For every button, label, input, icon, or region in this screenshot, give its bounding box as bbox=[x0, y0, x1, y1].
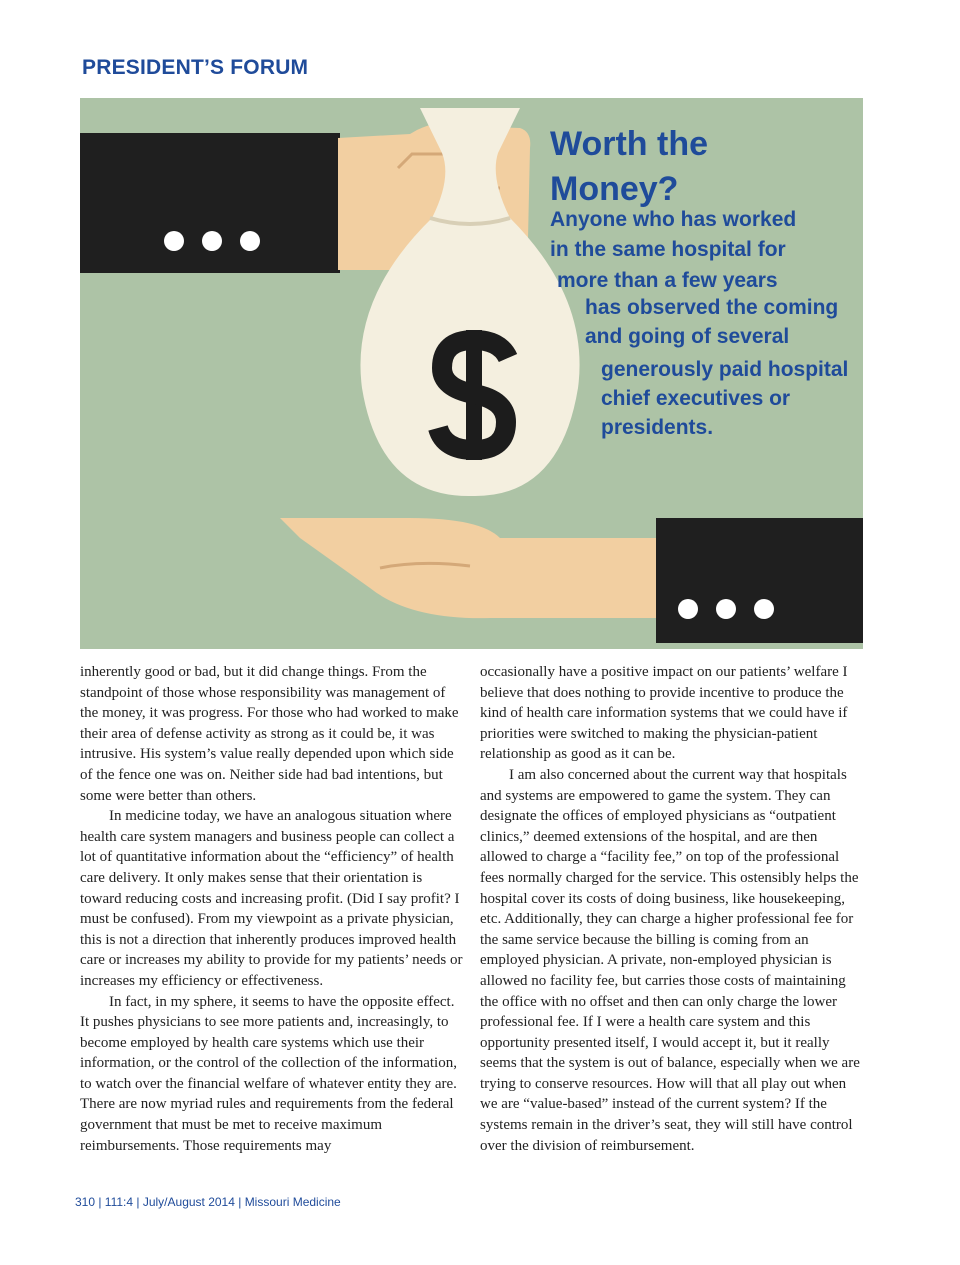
body-column-left bbox=[80, 662, 464, 1156]
dek-line: Anyone who has worked bbox=[550, 208, 797, 231]
sleeve-button-icon bbox=[202, 231, 222, 251]
dek-line: in the same hospital for bbox=[550, 238, 786, 261]
sleeve-button-icon bbox=[678, 599, 698, 619]
lower-sleeve bbox=[656, 518, 863, 643]
section-title: PRESIDENT’S FORUM bbox=[82, 56, 309, 79]
headline-line: Worth the bbox=[550, 125, 709, 163]
upper-sleeve bbox=[80, 133, 340, 273]
dek-line: has observed the coming bbox=[585, 296, 839, 319]
sleeve-button-icon bbox=[716, 599, 736, 619]
dek-line: generously paid hospital bbox=[601, 358, 849, 381]
dek-line: chief executives or bbox=[601, 387, 791, 410]
dek-line: and going of several bbox=[585, 325, 790, 348]
dollar-sign-icon bbox=[428, 330, 520, 460]
body-paragraph: I am also concerned about the current way that hospitals and systems are empowered to game the system. They can designate the offices of employed physicians as “outpatient clinics,” deemed extensions of the hospital, and are then allowed to charge a “facility fee,” on top of the professional fees normally charged for the service. This ostensibly helps the hospital cover its costs of doing business, like housekeeping, etc. Additionally, they can charge a higher professional fee for the same service because the billing is coming from an employed physician. A private, non-employed physician is allowed no facility fee, but carries those costs of maintaining the office with no offset and then can only charge the lower professional fee. If I were a health care system and this opportunity presented itself, I would accept it, but it really seems that the system is out of balance, especially when we are trying to conserve resources. How will that all play out when we are “value-based” instead of the current system? If the systems remain in the driver’s seat, they will still have control over the division of reimbursement. bbox=[480, 766, 860, 1154]
sleeve-button-icon bbox=[240, 231, 260, 251]
dek-line: more than a few years bbox=[557, 269, 778, 292]
sleeve-button-icon bbox=[164, 231, 184, 251]
headline bbox=[550, 122, 708, 212]
body-paragraph: In fact, in my sphere, it seems to have the opposite effect. It pushes physicians to see more patients and, increasingly, to become employed by health care systems which use their information, or the control of the collection of the information, to watch over the financial welfare of whatever entity they are. There are now myriad rules and requirements from the federal government that must be met to receive maximum reimbursements. Those requirements may bbox=[80, 993, 457, 1154]
page-footer: 310 | 111:4 | July/August 2014 | Missouri Medicine bbox=[75, 1195, 341, 1209]
body-paragraph: In medicine today, we have an analogous situation where health care system managers and business people can collect a lot of quantitative information about the “efficiency” of health care delivery. It only makes sense that their orientation is toward reducing costs and increasing profit. (Did I say profit? I must be confused). From my viewpoint as a private physician, this is not a direction that inherently produces improved health care or increases my ability to provide for my patients’ needs or increases my efficiency or effectiveness. bbox=[80, 808, 463, 989]
sleeve-button-icon bbox=[754, 599, 774, 619]
dek-line: presidents. bbox=[601, 416, 714, 439]
body-paragraph: inherently good or bad, but it did change things. From the standpoint of those whose responsibility was management of the money, it was progress. For those who had worked to make their area of defense activity as strong as it could be, it was intrusive. His system’s value really depended upon which side of the fence one was on. Neither side had bad intentions, but some were better than others. bbox=[80, 664, 459, 804]
body-paragraph: occasionally have a positive impact on our patients’ welfare I believe that does nothing to provide incentive to produce the kind of health care information systems that we could have if priorities were switched to making the physician-patient relationship as good as it can be. bbox=[480, 664, 848, 763]
headline-line: Money? bbox=[550, 170, 679, 208]
body-column-right bbox=[480, 662, 864, 1156]
